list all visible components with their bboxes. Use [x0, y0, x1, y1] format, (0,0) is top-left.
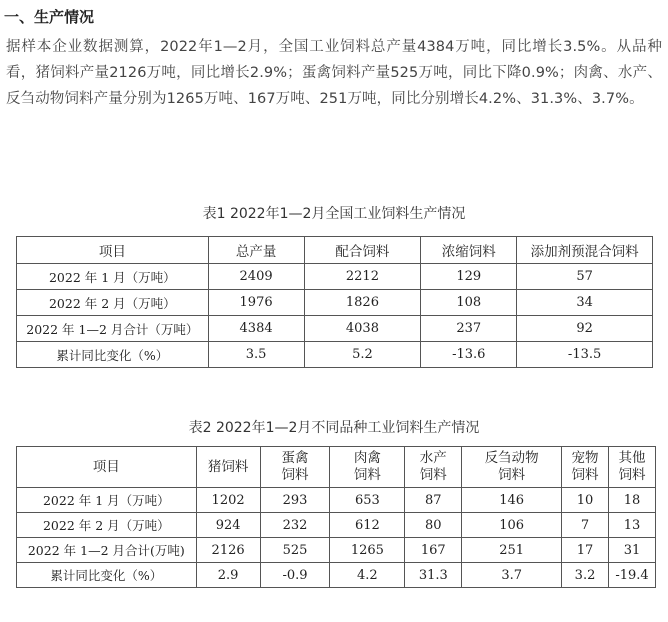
- table2-cell: 653: [330, 488, 405, 513]
- table1-cell: 1826: [304, 290, 421, 316]
- table2-cell: 18: [608, 488, 655, 513]
- table2-row-label: 2022 年 2 月（万吨）: [17, 513, 197, 538]
- table-row: [17, 316, 653, 342]
- table1-cell: 92: [517, 316, 653, 342]
- table2-cell: 525: [260, 538, 330, 563]
- table2-cell: 13: [608, 513, 655, 538]
- table2-cell: 232: [260, 513, 330, 538]
- table-row: [17, 342, 653, 368]
- table2-cell: 3.2: [562, 563, 609, 588]
- table1-cell: -13.5: [517, 342, 653, 368]
- table2-row-label: 累计同比变化（%）: [17, 563, 197, 588]
- table1-cell: 2409: [208, 264, 304, 290]
- table2-header-cell: 反刍动物 饲料: [462, 447, 562, 488]
- table1-cell: 108: [421, 290, 517, 316]
- table2-cell: 924: [196, 513, 260, 538]
- table2-cell: 293: [260, 488, 330, 513]
- table2-cell: 87: [405, 488, 462, 513]
- table2-row-label: 2022 年 1—2 月合计(万吨): [17, 538, 197, 563]
- table2-caption: 表2 2022年1—2月不同品种工业饲料生产情况: [188, 420, 480, 436]
- table2-cell: 17: [562, 538, 609, 563]
- table1-cell: 5.2: [304, 342, 421, 368]
- production-summary-paragraph: 据样本企业数据测算，2022年1—2月，全国工业饲料总产量4384万吨，同比增长3.5%。从品种看，猪饲料产量2126万吨，同比增长2.9%；蛋禽饲料产量525万吨，同比下降0.9%；肉禽、水产、反刍动物饲料产量分别为1265万吨、167万吨、251万吨，同比分别增长4.2%、31.3%、3.7%。: [6, 39, 662, 107]
- table1-cell: 4384: [208, 316, 304, 342]
- table1-cell: -13.6: [421, 342, 517, 368]
- table1-cell: 129: [421, 264, 517, 290]
- table1-row-label: 2022 年 1—2 月合计（万吨）: [17, 316, 209, 342]
- table1-header-cell: 总产量: [208, 237, 304, 264]
- table2-cell: 1265: [330, 538, 405, 563]
- table-row: [17, 538, 656, 563]
- table2-cell: 10: [562, 488, 609, 513]
- table1-header-row: [17, 237, 653, 264]
- table1-total-production: [16, 236, 653, 368]
- table-row: [17, 563, 656, 588]
- table1-header-cell: 配合饲料: [304, 237, 421, 264]
- table1-caption: 表1 2022年1—2月全国工业饲料生产情况: [202, 206, 466, 222]
- table1-cell: 2212: [304, 264, 421, 290]
- table1-cell: 4038: [304, 316, 421, 342]
- table2-cell: 7: [562, 513, 609, 538]
- table2-header-cell: 项目: [17, 447, 197, 488]
- table1-row-label: 累计同比变化（%）: [17, 342, 209, 368]
- table2-header-cell: 猪饲料: [196, 447, 260, 488]
- table-row: [17, 513, 656, 538]
- table-row: [17, 264, 653, 290]
- table2-cell: 612: [330, 513, 405, 538]
- table1-cell: 34: [517, 290, 653, 316]
- table2-header-cell: 肉禽 饲料: [330, 447, 405, 488]
- table2-cell: 3.7: [462, 563, 562, 588]
- table2-cell: 4.2: [330, 563, 405, 588]
- table2-cell: 31: [608, 538, 655, 563]
- table2-cell: 106: [462, 513, 562, 538]
- table2-header-cell: 宠物 饲料: [562, 447, 609, 488]
- table2-header-cell: 其他 饲料: [608, 447, 655, 488]
- table1-row-label: 2022 年 2 月（万吨）: [17, 290, 209, 316]
- table2-header-cell: 蛋禽 饲料: [260, 447, 330, 488]
- table2-cell: 167: [405, 538, 462, 563]
- table1-cell: 3.5: [208, 342, 304, 368]
- table2-row-label: 2022 年 1 月（万吨）: [17, 488, 197, 513]
- table2-cell: -19.4: [608, 563, 655, 588]
- table1-cell: 57: [517, 264, 653, 290]
- table2-cell: 2126: [196, 538, 260, 563]
- table1-cell: 1976: [208, 290, 304, 316]
- table2-cell: 80: [405, 513, 462, 538]
- table-row: [17, 290, 653, 316]
- table1-header-cell: 项目: [17, 237, 209, 264]
- table2-cell: 251: [462, 538, 562, 563]
- table1-header-cell: 添加剂预混合饲料: [517, 237, 653, 264]
- table1-header-cell: 浓缩饲料: [421, 237, 517, 264]
- table2-production-by-variety: [16, 446, 656, 588]
- table1-cell: 237: [421, 316, 517, 342]
- table2-header-cell: 水产 饲料: [405, 447, 462, 488]
- table2-cell: 2.9: [196, 563, 260, 588]
- table2-cell: 146: [462, 488, 562, 513]
- table2-cell: 31.3: [405, 563, 462, 588]
- table2-header-row: [17, 447, 656, 488]
- section-heading: 一、生产情况: [4, 8, 95, 26]
- table-row: [17, 488, 656, 513]
- table2-cell: 1202: [196, 488, 260, 513]
- table2-cell: -0.9: [260, 563, 330, 588]
- table1-row-label: 2022 年 1 月（万吨）: [17, 264, 209, 290]
